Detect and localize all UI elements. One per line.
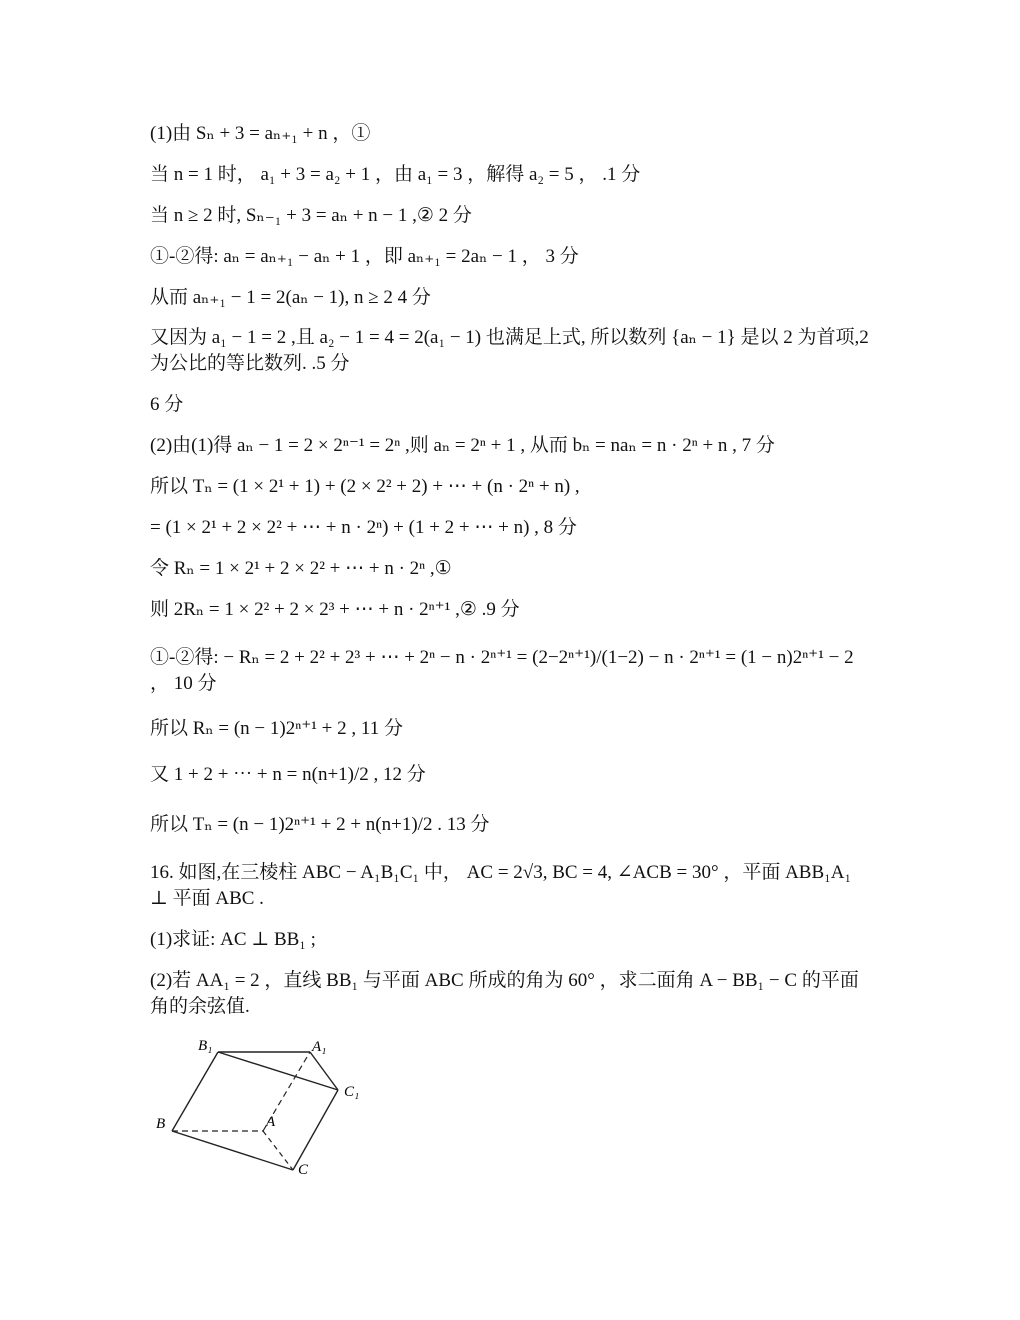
text-line-6: 又因为 a₁ − 1 = 2 ,且 a₂ − 1 = 4 = 2(a₁ − 1) 也满足上式, 所以数列 {aₙ − 1} 是以 2 为首项,2 为公比的等比数列. .5 分 [150, 327, 869, 374]
edge-a1-c1 [310, 1052, 338, 1090]
problem-16-part-2: (2)若 AA₁ = 2 ，直线 BB₁ 与平面 ABC 所成的角为 60° ，求二面角 A − BB₁ − C 的平面角的余弦值. [150, 970, 859, 1017]
text-line-8: (2)由(1)得 aₙ − 1 = 2 × 2ⁿ⁻¹ = 2ⁿ ,则 aₙ = 2ⁿ + 1 , 从而 bₙ = naₙ = n · 2ⁿ + n , 7 分 [150, 435, 775, 456]
label-c: C [298, 1162, 309, 1178]
text-line-12: 则 2Rₙ = 1 × 2² + 2 × 2³ + ⋯ + n · 2ⁿ⁺¹ ,② .9 分 [150, 599, 520, 620]
label-c1: C₁ [344, 1084, 360, 1100]
text-line-1: (1)由 Sₙ + 3 = aₙ₊₁ + n ，① [150, 123, 371, 144]
edge-a-c-hidden [263, 1131, 293, 1170]
label-a: A [266, 1114, 276, 1130]
text-line-11: 令 Rₙ = 1 × 2¹ + 2 × 2² + ⋯ + n · 2ⁿ ,① [150, 558, 452, 579]
edge-b1-b [172, 1052, 218, 1131]
edge-b1-c1 [218, 1052, 338, 1090]
edge-c1-c [293, 1090, 338, 1170]
text-line-16: 所以 Tₙ = (n − 1)2ⁿ⁺¹ + 2 + n(n+1)/2 . 13 分 [150, 814, 490, 835]
text-line-3: 当 n ≥ 2 时, Sₙ₋₁ + 3 = aₙ + n − 1 ,② 2 分 [150, 205, 472, 226]
text-line-15: 又 1 + 2 + ⋯ + n = n(n+1)/2 , 12 分 [150, 764, 426, 785]
text-line-5: 从而 aₙ₊₁ − 1 = 2(aₙ − 1), n ≥ 2 4 分 [150, 287, 431, 308]
prism-diagram [150, 1032, 380, 1182]
text-line-2: 当 n = 1 时， a₁ + 3 = a₂ + 1 ，由 a₁ = 3 ，解得 a₂ = 5 ， .1 分 [150, 164, 641, 185]
text-line-14: 所以 Rₙ = (n − 1)2ⁿ⁺¹ + 2 , 11 分 [150, 718, 403, 739]
text-line-4: ①-②得: aₙ = aₙ₊₁ − aₙ + 1 ，即 aₙ₊₁ = 2aₙ − 1 ， 3 分 [150, 246, 579, 267]
label-a1: A₁ [312, 1039, 327, 1055]
text-line-9: 所以 Tₙ = (1 × 2¹ + 1) + (2 × 2² + 2) + ⋯ + (n · 2ⁿ + n) , [150, 476, 580, 497]
text-line-10: = (1 × 2¹ + 2 × 2² + ⋯ + n · 2ⁿ) + (1 + 2 + ⋯ + n) , 8 分 [150, 517, 577, 538]
text-line-13: ①-②得: − Rₙ = 2 + 2² + 2³ + ⋯ + 2ⁿ − n · 2ⁿ⁺¹ = (2−2ⁿ⁺¹)/(1−2) − n · 2ⁿ⁺¹ = (1 − n)2ⁿ⁺¹ − 2 ， 10 分 [150, 647, 854, 694]
problem-16-part-1: (1)求证: AC ⊥ BB₁ ; [150, 929, 316, 950]
edge-b-c [172, 1131, 293, 1170]
label-b1: B₁ [198, 1038, 213, 1054]
text-line-7: 6 分 [150, 394, 184, 415]
problem-16-statement: 16. 如图,在三棱柱 ABC − A₁B₁C₁ 中， AC = 2√3, BC = 4, ∠ACB = 30° ，平面 ABB₁A₁ ⊥ 平面 ABC . [150, 862, 852, 909]
label-b: B [156, 1116, 166, 1132]
prism-figure [150, 1032, 380, 1182]
